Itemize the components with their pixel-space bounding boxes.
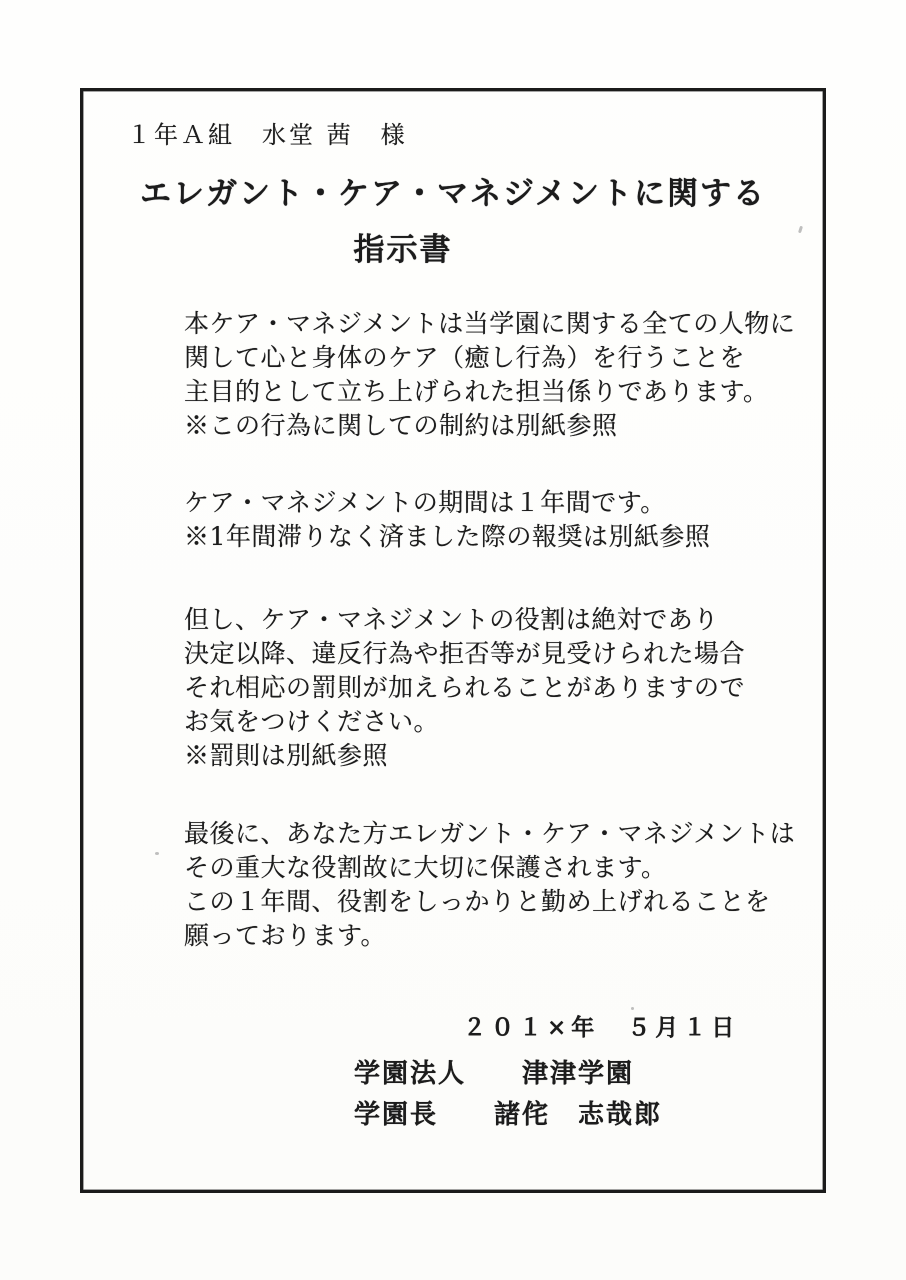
paragraph-line: お気をつけください。 [184,707,440,736]
paragraph-line: 願っております。 [184,921,387,950]
paragraph-closing [184,817,795,953]
paragraph-line: 最後に、あなた方エレガント・ケア・マネジメントは [184,819,796,848]
signature-principal: 学園長 諸侘 志哉郎 [354,1100,663,1130]
document-border-frame [80,88,826,1193]
paragraph-line: この１年間、役割をしっかりと勤め上げれることを [184,887,771,916]
signature-institution: 学園法人 津津学園 [354,1059,635,1089]
paragraph-line: ※1年間滞りなく済ました際の報奨は別紙参照 [184,522,711,551]
addressee-line: １年Ａ組 水堂 茜 様 [127,121,408,149]
paragraph-penalty [184,603,745,773]
paragraph-line: ケア・マネジメントの期間は１年間です。 [184,488,666,517]
document-title: エレガント・ケア・マネジメントに関する [139,176,767,212]
paragraph-line: 決定以降、違反行為や拒否等が見受けられた場合 [184,639,746,668]
paragraph-line: 主目的として立ち上げられた担当係りであります。 [184,377,769,406]
paragraph-line: 但し、ケア・マネジメントの役割は絶対であり [184,605,719,634]
paragraph-line: 本ケア・マネジメントは当学園に関する全ての人物に [184,309,796,338]
document-subtitle: 指示書 [353,232,453,268]
paragraph-line: それ相応の罰則が加えられることがありますので [184,673,746,702]
document-date: ２０１×年 ５月１日 [463,1014,740,1041]
scan-noise-speck [631,1007,634,1010]
paragraph-line: ※罰則は別紙参照 [184,741,389,770]
paragraph-purpose [184,307,795,443]
paragraph-period [184,486,710,554]
paragraph-line: 関して心と身体のケア（癒し行為）を行うことを [184,343,746,372]
paragraph-line: その重大な役割故に大切に保護されます。 [184,853,667,882]
paragraph-line: ※この行為に関しての制約は別紙参照 [184,411,618,440]
scan-noise-speck [155,852,159,855]
